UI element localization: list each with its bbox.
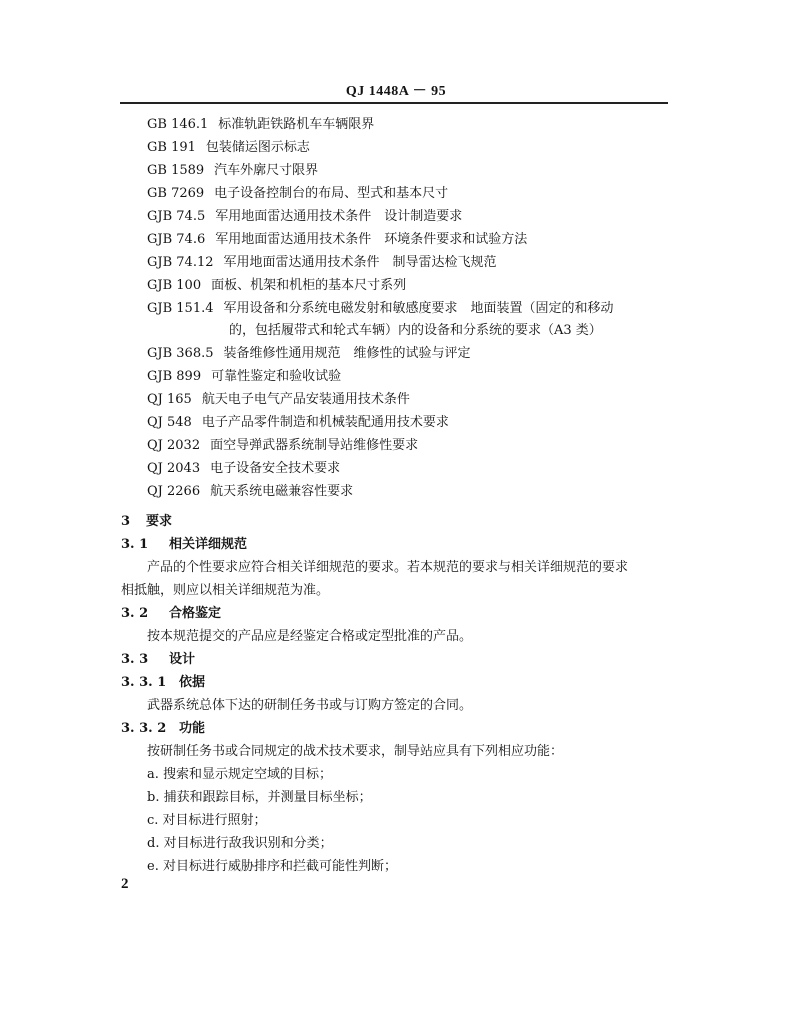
reference-code: QJ 165 [147, 392, 192, 407]
reference-code: GJB 100 [147, 278, 202, 293]
reference-item [147, 392, 410, 408]
section-heading-3-3-1 [121, 675, 205, 691]
reference-code: GB 146.1 [147, 117, 209, 132]
reference-item [147, 255, 497, 271]
section-heading-3 [121, 514, 172, 530]
section-title: 功能 [179, 721, 206, 736]
reference-title: 电子设备控制台的布局、型式和基本尺寸 [214, 186, 449, 201]
section-heading-3-3-2 [121, 721, 205, 737]
paragraph: 相抵触，则应以相关详细规范为准。 [121, 583, 330, 598]
reference-item [147, 369, 341, 385]
section-number: 3. 3 [121, 652, 149, 667]
reference-code: GJB 74.6 [147, 232, 206, 247]
reference-title: 面板、机架和机柜的基本尺寸系列 [211, 278, 407, 293]
reference-item [147, 140, 310, 156]
list-item: a. 搜索和显示规定空域的目标； [147, 767, 333, 782]
section-title: 依据 [179, 675, 206, 690]
reference-item [147, 484, 353, 500]
paragraph: 按本规范提交的产品应是经鉴定合格或定型批准的产品。 [147, 629, 473, 644]
reference-item [147, 209, 462, 225]
section-number: 3. 3. 2 [121, 721, 167, 736]
reference-title: 面空导弹武器系统制导站维修性要求 [210, 438, 419, 453]
reference-title: 航天电子电气产品安装通用技术条件 [201, 392, 410, 407]
page-number: 2 [121, 876, 129, 892]
reference-title: 包装储运图示标志 [205, 140, 310, 155]
reference-item [147, 278, 406, 294]
section-number: 3. 3. 1 [121, 675, 167, 690]
reference-title: 电子设备安全技术要求 [210, 461, 341, 476]
reference-code: GB 7269 [147, 186, 205, 201]
reference-code: GJB 74.12 [147, 255, 214, 270]
reference-item [147, 163, 318, 179]
reference-code: QJ 548 [147, 415, 192, 430]
reference-code: GJB 368.5 [147, 346, 214, 361]
reference-code: GJB 151.4 [147, 301, 214, 316]
reference-title: 可靠性鉴定和验收试验 [211, 369, 342, 384]
paragraph: 武器系统总体下达的研制任务书或与订购方签定的合同。 [147, 698, 473, 713]
reference-code: GB 1589 [147, 163, 205, 178]
reference-title: 军用地面雷达通用技术条件 环境条件要求和试验方法 [215, 232, 528, 247]
reference-item [147, 186, 448, 202]
section-heading-3-1 [121, 537, 247, 553]
reference-code: QJ 2043 [147, 461, 201, 476]
section-title: 设计 [169, 652, 196, 667]
section-title: 相关详细规范 [169, 537, 248, 552]
reference-item [147, 415, 449, 431]
reference-item [147, 438, 418, 454]
page-header: QJ 1448A － 95 [345, 84, 447, 99]
reference-title: 军用地面雷达通用技术条件 制导雷达检飞规范 [223, 255, 497, 270]
reference-title: 装备维修性通用规范 维修性的试验与评定 [223, 346, 471, 361]
reference-title: 军用地面雷达通用技术条件 设计制造要求 [215, 209, 463, 224]
reference-code: GJB 74.5 [147, 209, 206, 224]
section-number: 3. 2 [121, 606, 149, 621]
reference-title: 标准轨距铁路机车车辆限界 [218, 117, 375, 132]
header-rule [120, 102, 668, 104]
reference-code: GJB 899 [147, 369, 202, 384]
reference-title: 电子产品零件制造和机械装配通用技术要求 [201, 415, 449, 430]
reference-item [147, 461, 340, 477]
section-number: 3. 1 [121, 537, 149, 552]
reference-code: GB 191 [147, 140, 196, 155]
list-item: e. 对目标进行威胁排序和拦截可能性判断； [147, 859, 397, 874]
list-item: d. 对目标进行敌我识别和分类； [147, 836, 333, 851]
section-heading-3-3 [121, 652, 195, 668]
paragraph: 产品的个性要求应符合相关详细规范的要求。若本规范的要求与相关详细规范的要求 [147, 560, 629, 575]
paragraph: 按研制任务书或合同规定的战术技术要求，制导站应具有下列相应功能： [147, 744, 564, 759]
reference-item [147, 301, 614, 317]
section-heading-3-2 [121, 606, 221, 622]
reference-code: QJ 2266 [147, 484, 201, 499]
reference-item [147, 117, 374, 133]
reference-item [147, 232, 527, 248]
list-item: c. 对目标进行照射； [147, 813, 267, 828]
reference-continuation: 的，包括履带式和轮式车辆）内的设备和分系统的要求（A3 类） [229, 323, 602, 338]
section-title: 要求 [146, 514, 173, 529]
section-title: 合格鉴定 [169, 606, 222, 621]
list-item: b. 捕获和跟踪目标，并测量目标坐标； [147, 790, 372, 805]
section-number: 3 [121, 514, 131, 529]
reference-title: 军用设备和分系统电磁发射和敏感度要求 地面装置（固定的和移动 [223, 301, 614, 316]
reference-title: 航天系统电磁兼容性要求 [210, 484, 354, 499]
reference-code: QJ 2032 [147, 438, 201, 453]
reference-item [147, 346, 471, 362]
reference-title: 汽车外廓尺寸限界 [214, 163, 319, 178]
